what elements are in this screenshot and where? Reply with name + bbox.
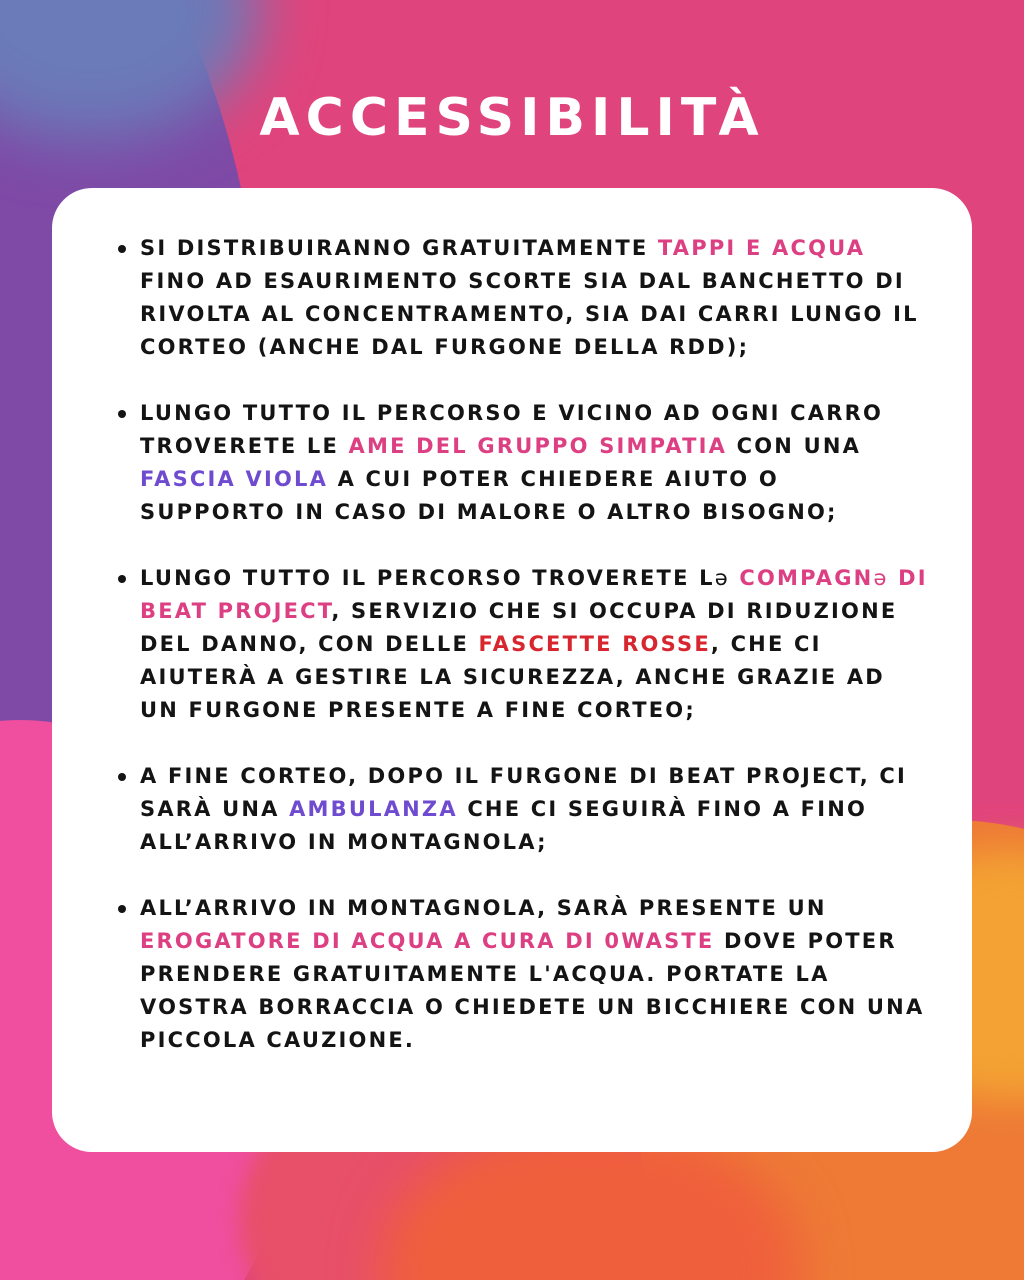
list-item-erogatore <box>140 892 930 1057</box>
highlight-fascia-viola: FASCIA VIOLA <box>140 467 329 491</box>
list-item-ambulanza <box>140 760 930 859</box>
schwa-glyph: ə <box>873 566 889 590</box>
item-text: LUNGO TUTTO IL PERCORSO E VICINO AD OGNI CARRO TROVERETE LE <box>140 401 883 458</box>
highlight-gruppo-simpatia: AME DEL GRUPPO SIMPATIA <box>348 434 728 458</box>
highlight-ambulanza: AMBULANZA <box>289 797 458 821</box>
item-text: SI DISTRIBUIRANNO GRATUITAMENTE <box>140 236 658 260</box>
item-text: ALL’ARRIVO IN MONTAGNOLA, SARÀ PRESENTE UN <box>140 896 827 920</box>
schwa-glyph: ə <box>714 566 730 590</box>
item-text: FINO AD ESAURIMENTO SCORTE SIA DAL BANCHETTO DI RIVOLTA AL CONCENTRAMENTO, SIA DAI CARRI LUNGO IL CORTEO (ANCHE DAL FURGONE DELLA RDD); <box>140 269 919 359</box>
highlight-compagn: COMPAGN <box>729 566 874 590</box>
list-item-gruppo-simpatia <box>140 397 930 529</box>
highlight-beat-project: DI BEAT PROJECT <box>140 566 928 623</box>
info-card <box>52 188 972 1152</box>
item-text: CHE CI SEGUIRÀ FINO A FINO ALL’ARRIVO IN MONTAGNOLA; <box>140 797 868 854</box>
item-text: A FINE CORTEO, DOPO IL FURGONE DI BEAT PROJECT, CI SARÀ UNA <box>140 764 908 821</box>
page-title: ACCESSIBILITÀ <box>259 88 765 148</box>
list-item-beat-project <box>140 562 930 727</box>
item-text: , CHE CI AIUTERÀ A GESTIRE LA SICUREZZA, ANCHE GRAZIE AD UN FURGONE PRESENTE A FINE CORTEO; <box>140 632 885 722</box>
list-item-water <box>140 232 930 364</box>
item-text: , SERVIZIO CHE SI OCCUPA DI RIDUZIONE DEL DANNO, CON DELLE <box>140 599 898 656</box>
item-text: A CUI POTER CHIEDERE AIUTO O SUPPORTO IN CASO DI MALORE O ALTRO BISOGNO; <box>140 467 838 524</box>
highlight-erogatore: EROGATORE DI ACQUA A CURA DI 0WASTE <box>140 929 715 953</box>
info-list <box>140 232 930 1090</box>
highlight-tappi-acqua: TAPPI E ACQUA <box>657 236 866 260</box>
highlight-fascette-rosse: FASCETTE ROSSE <box>478 632 711 656</box>
item-text: DOVE POTER PRENDERE GRATUITAMENTE L'ACQUA. PORTATE LA VOSTRA BORRACCIA O CHIEDETE UN BICCHIERE CON UNA PICCOLA CAUZIONE. <box>140 929 925 1052</box>
item-text: CON UNA <box>727 434 862 458</box>
item-text: LUNGO TUTTO IL PERCORSO TROVERETE L <box>140 566 715 590</box>
